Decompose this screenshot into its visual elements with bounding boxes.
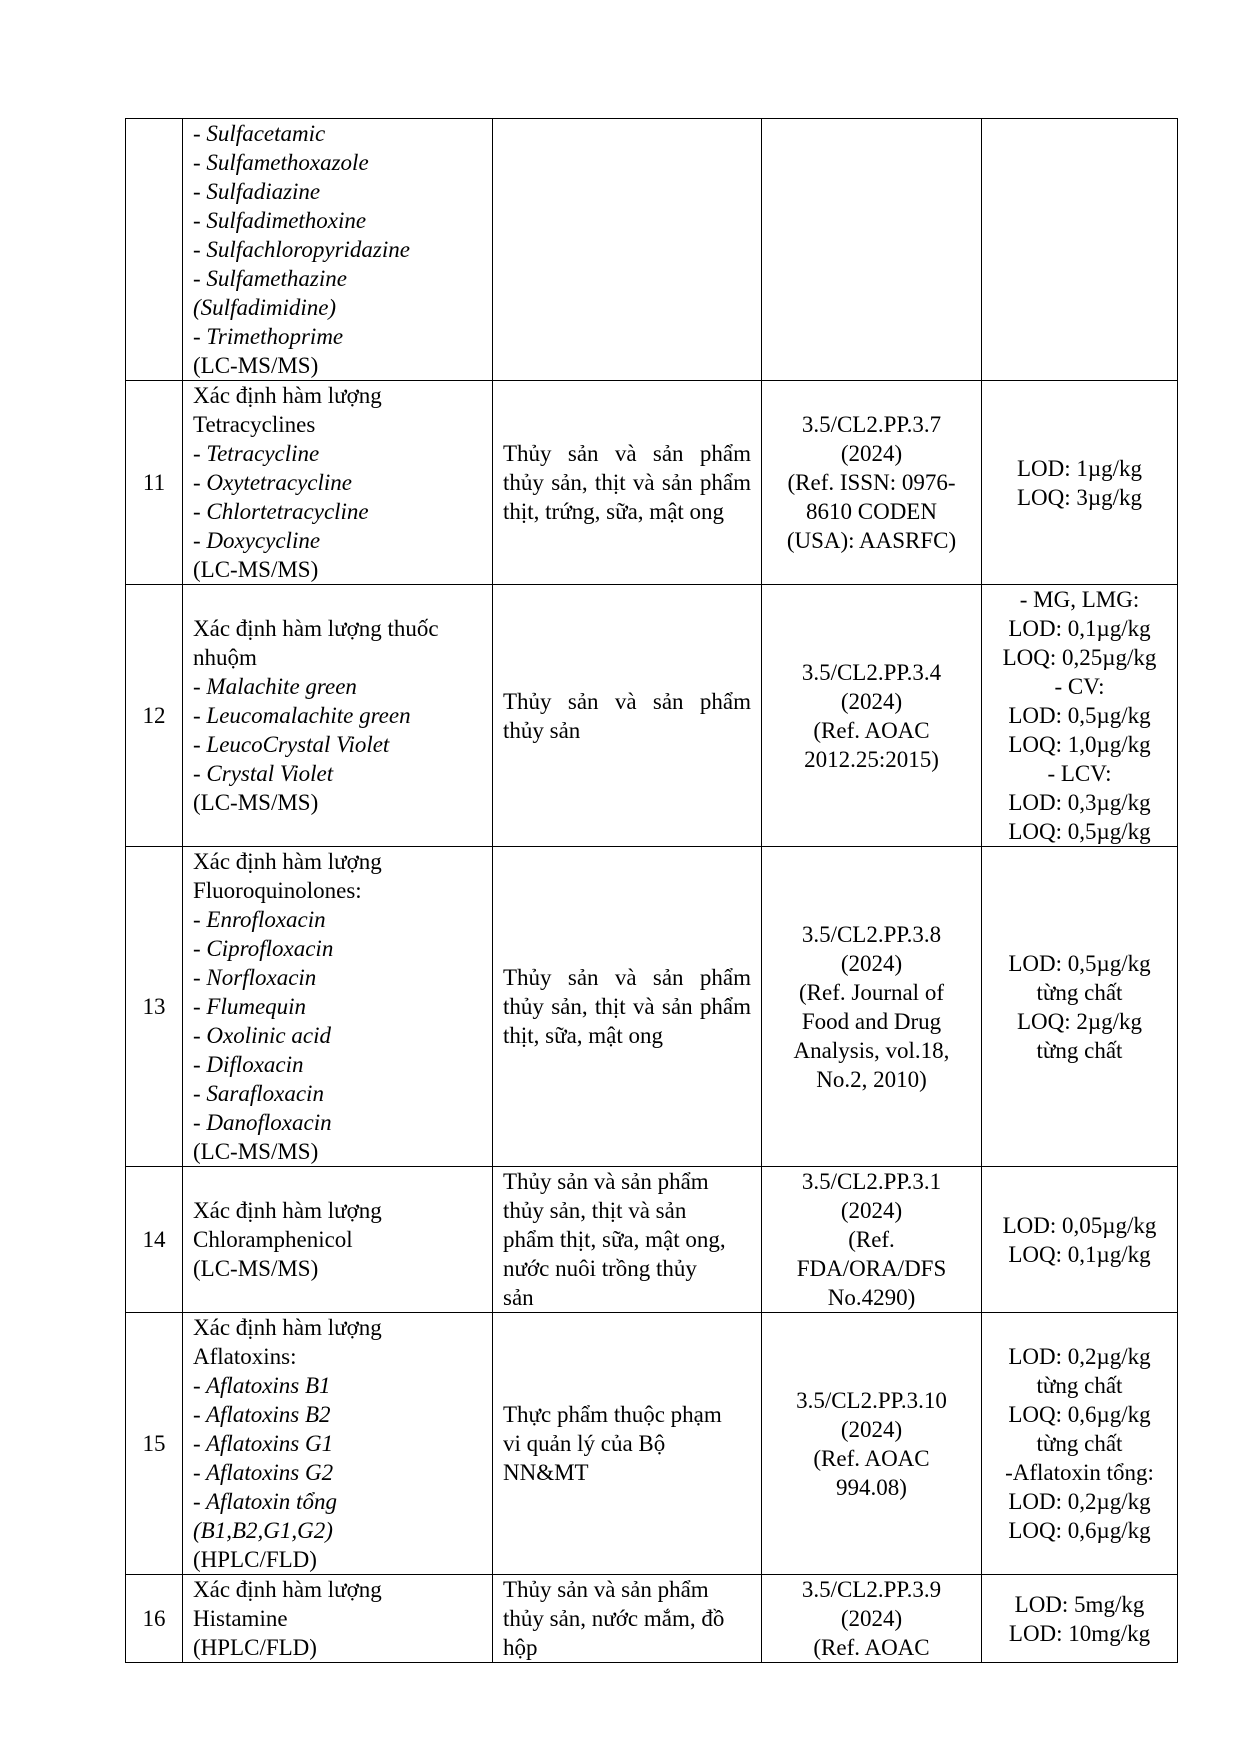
method-cell: 3.5/CL2.PP.3.1 (2024) (Ref. FDA/ORA/DFS No.4290) bbox=[762, 1167, 982, 1313]
scope-cell: Thủy sản và sản phẩm thủy sản, thịt và sản phẩm thịt, sữa, mật ong bbox=[493, 847, 762, 1167]
row-number bbox=[126, 119, 183, 381]
row-number: 12 bbox=[126, 585, 183, 847]
limit-cell bbox=[982, 119, 1178, 381]
scope-cell bbox=[493, 119, 762, 381]
scope-cell: Thủy sản và sản phẩm thủy sản, nước mắm, đồ hộp bbox=[493, 1575, 762, 1663]
method-cell: 3.5/CL2.PP.3.8 (2024) (Ref. Journal of Food and Drug Analysis, vol.18, No.2, 2010) bbox=[762, 847, 982, 1167]
row-number: 14 bbox=[126, 1167, 183, 1313]
limit-cell: LOD: 0,2µg/kg từng chất LOQ: 0,6µg/kg từng chất -Aflatoxin tổng: LOD: 0,2µg/kg LOQ: 0,6µg/kg bbox=[982, 1313, 1178, 1575]
method-cell: 3.5/CL2.PP.3.4 (2024) (Ref. AOAC 2012.25:2015) bbox=[762, 585, 982, 847]
row-number: 11 bbox=[126, 381, 183, 585]
limit-cell: LOD: 5mg/kg LOD: 10mg/kg bbox=[982, 1575, 1178, 1663]
row-number: 16 bbox=[126, 1575, 183, 1663]
table-row bbox=[126, 1575, 1178, 1663]
limit-cell: - MG, LMG: LOD: 0,1µg/kg LOQ: 0,25µg/kg - CV: LOD: 0,5µg/kg LOQ: 1,0µg/kg - LCV: LOD: 0,3µg/kg LOQ: 0,5µg/kg bbox=[982, 585, 1178, 847]
row-number: 13 bbox=[126, 847, 183, 1167]
method-cell bbox=[762, 119, 982, 381]
scope-cell: Thủy sản và sản phẩm thủy sản bbox=[493, 585, 762, 847]
scope-cell: Thủy sản và sản phẩm thủy sản, thịt và sản phẩm thịt, sữa, mật ong, nước nuôi trồng thủy sản bbox=[493, 1167, 762, 1313]
limit-cell: LOD: 1µg/kg LOQ: 3µg/kg bbox=[982, 381, 1178, 585]
table-row bbox=[126, 1167, 1178, 1313]
row-number: 15 bbox=[126, 1313, 183, 1575]
table-row bbox=[126, 1313, 1178, 1575]
table-row bbox=[126, 381, 1178, 585]
scope-cell: Thủy sản và sản phẩm thủy sản, thịt và sản phẩm thịt, trứng, sữa, mật ong bbox=[493, 381, 762, 585]
method-cell: 3.5/CL2.PP.3.10 (2024) (Ref. AOAC 994.08) bbox=[762, 1313, 982, 1575]
limit-cell: LOD: 0,5µg/kg từng chất LOQ: 2µg/kg từng chất bbox=[982, 847, 1178, 1167]
limit-cell: LOD: 0,05µg/kg LOQ: 0,1µg/kg bbox=[982, 1167, 1178, 1313]
parameter-cell: Xác định hàm lượng Chloramphenicol (LC-MS/MS) bbox=[183, 1167, 493, 1313]
scope-cell: Thực phẩm thuộc phạm vi quản lý của Bộ NN&MT bbox=[493, 1313, 762, 1575]
table-row bbox=[126, 119, 1178, 381]
test-methods-table bbox=[125, 118, 1178, 1663]
parameter-cell: Xác định hàm lượng thuốc nhuộm - Malachite green - Leucomalachite green - LeucoCrystal Violet - Crystal Violet (LC-MS/MS) bbox=[183, 585, 493, 847]
parameter-cell: Xác định hàm lượng Aflatoxins: - Aflatoxins B1 - Aflatoxins B2 - Aflatoxins G1 - Aflatoxins G2 - Aflatoxin tổng (B1,B2,G1,G2) (HPLC/FLD) bbox=[183, 1313, 493, 1575]
parameter-cell: - Sulfacetamic - Sulfamethoxazole - Sulfadiazine - Sulfadimethoxine - Sulfachloropyridazine - Sulfamethazine (Sulfadimidine) - Trimethoprime (LC-MS/MS) bbox=[183, 119, 493, 381]
parameter-cell: Xác định hàm lượng Tetracyclines - Tetracycline - Oxytetracycline - Chlortetracycline - Doxycycline (LC-MS/MS) bbox=[183, 381, 493, 585]
method-cell: 3.5/CL2.PP.3.9 (2024) (Ref. AOAC bbox=[762, 1575, 982, 1663]
table-row bbox=[126, 585, 1178, 847]
parameter-cell: Xác định hàm lượng Fluoroquinolones: - Enrofloxacin - Ciprofloxacin - Norfloxacin - Flumequin - Oxolinic acid - Difloxacin - Sarafloxacin - Danofloxacin (LC-MS/MS) bbox=[183, 847, 493, 1167]
method-cell: 3.5/CL2.PP.3.7 (2024) (Ref. ISSN: 0976- 8610 CODEN (USA): AASRFC) bbox=[762, 381, 982, 585]
parameter-cell: Xác định hàm lượng Histamine (HPLC/FLD) bbox=[183, 1575, 493, 1663]
table-row bbox=[126, 847, 1178, 1167]
